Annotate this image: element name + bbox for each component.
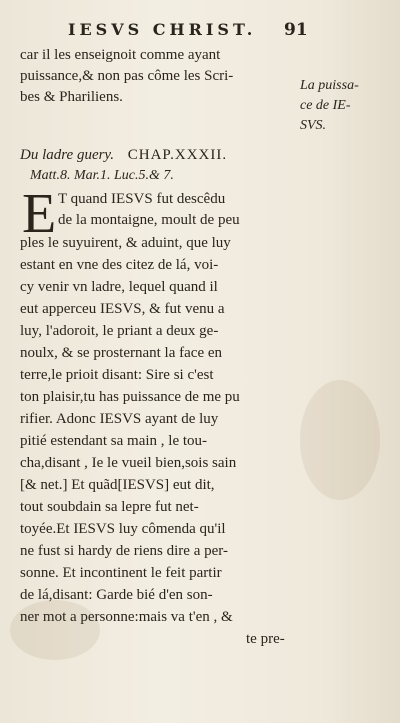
catchword: te pre- xyxy=(246,631,285,647)
text-line: ne fust si hardy de riens dire a per- xyxy=(20,543,228,559)
page-number: 91 xyxy=(284,20,308,40)
text-line: sonne. Et incontinent le feit partir xyxy=(20,565,222,581)
running-header: IESVS CHRIST. xyxy=(68,20,257,39)
text-line: toyée.Et IESVS luy cômenda qu'il xyxy=(20,521,226,537)
text-line: eut apperceu IESVS, & fut venu a xyxy=(20,301,225,317)
paper-stain xyxy=(300,380,380,500)
chapter-title: Du ladre guery. xyxy=(20,147,115,163)
text-line: T quand IESVS fut descêdu xyxy=(58,191,226,207)
text-line: cha,disant , Ie le vueil bien,sois sain xyxy=(20,455,237,471)
text-line: estant en vne des citez de lá, voi- xyxy=(20,257,219,273)
text-line: terre,le prioit disant: Sire si c'est xyxy=(20,367,214,383)
text-line: rifier. Adonc IESVS ayant de luy xyxy=(20,411,219,427)
text-line: bes & Phariliens. xyxy=(20,89,123,105)
text-line: car il les enseignoit comme ayant xyxy=(20,47,221,63)
margin-note: La puissa- ce de IE- SVS. xyxy=(300,78,359,133)
text-line: cy venir vn ladre, lequel quand il xyxy=(20,279,218,295)
text-line: tout soubdain sa lepre fut net- xyxy=(20,499,199,515)
text-line: ton plaisir,tu has puissance de me pu xyxy=(20,389,240,405)
chapter-heading xyxy=(20,147,227,164)
text-line: ples le suyuirent, & aduint, que luy xyxy=(20,235,231,251)
text-line: luy, l'adoroit, le priant a deux ge- xyxy=(20,323,219,339)
scripture-references: Matt.8. Mar.1. Luc.5.& 7. xyxy=(30,168,174,183)
text-line: noulx, & se prosternant la face en xyxy=(20,345,223,361)
text-line: ner mot a personne:mais va t'en , & xyxy=(20,609,233,625)
text-line: [& net.] Et quãd[IESVS] eut dit, xyxy=(20,477,215,493)
text-line: puissance,& non pas côme les Scri- xyxy=(20,68,234,84)
text-line: pitié estendant sa main , le tou- xyxy=(20,433,208,449)
text-line: de lá,disant: Garde bié d'en son- xyxy=(20,587,213,603)
chapter-number: CHAP.XXXII. xyxy=(127,147,228,163)
drop-capital: E xyxy=(22,183,57,245)
text-line: de la montaigne, moult de peu xyxy=(58,212,240,228)
